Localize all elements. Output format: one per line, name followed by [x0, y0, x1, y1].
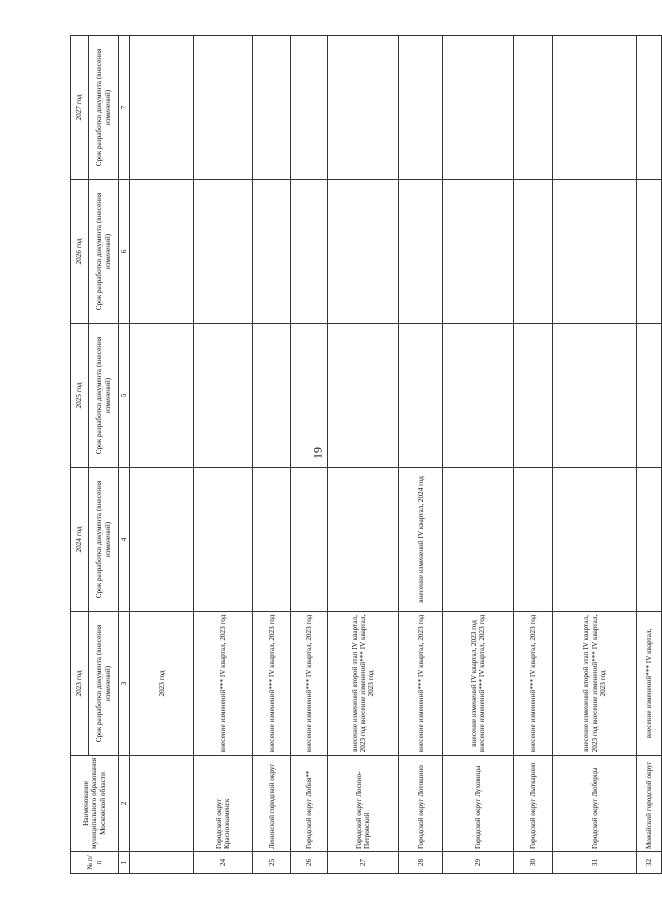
rotated-page: [70, 36, 654, 874]
cell-2023: внесение изменений второй этап IV квартал, 2023 год внесение изменений*** IV квартал, 2023 год: [328, 612, 399, 756]
header-sub-2025: Срок разработки документа (внесения изменений): [89, 324, 119, 468]
cell-2023: внесение изменений*** IV квартал, 2023 год: [291, 612, 328, 756]
header-year-2023: 2023 год: [71, 612, 89, 756]
header-year-2026: 2026 год: [71, 180, 89, 324]
row-number: 31: [553, 852, 637, 874]
row-number: 28: [399, 852, 443, 874]
municipality-name: Городской округ Люберцы: [553, 756, 637, 852]
row-number: 30: [514, 852, 553, 874]
cell-2023: внесение изменений*** IV квартал, 2023 год: [253, 612, 291, 756]
municipality-name: Можайский городской округ: [637, 756, 662, 852]
header-sub-2026: Срок разработки документа (внесения изменений): [89, 180, 119, 324]
row-number: 24: [194, 852, 253, 874]
col-number: 7: [119, 36, 130, 180]
cell-2024: [637, 468, 662, 612]
table-row: [553, 36, 637, 874]
cell-2023: 2023 год: [130, 612, 194, 756]
cell-2023: внесение изменений*** IV квартал, 2023 год: [399, 612, 443, 756]
table-row: [514, 36, 553, 874]
row-number: 27: [328, 852, 399, 874]
row-number: 25: [253, 852, 291, 874]
col-number: 2: [119, 756, 130, 852]
col-number: 6: [119, 180, 130, 324]
table-row: [399, 36, 443, 874]
cell-2024: [514, 468, 553, 612]
table-row-continuation: [130, 36, 194, 874]
table-row: [291, 36, 328, 874]
municipality-name: Городской округ Лосино-Петровский: [328, 756, 399, 852]
table-wrapper: [70, 36, 654, 874]
row-number: 26: [291, 852, 328, 874]
header-sub-2024: Срок разработки документа (внесения изменений): [89, 468, 119, 612]
cell-2023: внесение изменений*** IV квартал, 2023 год: [194, 612, 253, 756]
table-row: [194, 36, 253, 874]
cell-2024: [553, 468, 637, 612]
col-number: 1: [119, 852, 130, 874]
municipality-name: Городской округ Краснознаменск: [194, 756, 253, 852]
header-sub-2023: Срок разработки документа (внесения изменений): [89, 612, 119, 756]
col-number: 4: [119, 468, 130, 612]
cell-2024: [253, 468, 291, 612]
cell-2023: внесение изменений второй этап IV квартал, 2023 год внесение изменений*** IV квартал, 2023 год: [553, 612, 637, 756]
municipality-name: Ленинский городской округ: [253, 756, 291, 852]
cell-2024: [291, 468, 328, 612]
municipality-name: Городской округ Лотошино: [399, 756, 443, 852]
cell-2024: [328, 468, 399, 612]
header-name: Наименование муниципального образования Московской области: [71, 756, 119, 852]
cell-2023: внесение изменений*** IV квартал,: [637, 612, 662, 756]
municipality-name: Городской округ Луховицы: [443, 756, 514, 852]
header-year-2027: 2027 год: [71, 36, 89, 180]
col-number: 3: [119, 612, 130, 756]
header-sub-2027: Срок разработки документа (внесения изменений): [89, 36, 119, 180]
page-number: 19: [310, 447, 325, 459]
table-row: [637, 36, 662, 874]
table-row: [253, 36, 291, 874]
table-row: [443, 36, 514, 874]
header-year-2024: 2024 год: [71, 468, 89, 612]
cell-2024: внесение изменений IV квартал, 2024 год: [399, 468, 443, 612]
header-year-2025: 2025 год: [71, 324, 89, 468]
header-no: № п/п: [71, 852, 119, 874]
municipality-name: Городской округ Лобня**: [291, 756, 328, 852]
cell-2023: внесение изменений*** IV квартал, 2023 год: [514, 612, 553, 756]
row-number: 29: [443, 852, 514, 874]
schedule-table: [70, 35, 662, 874]
municipality-name: Городской округ Лыткарино: [514, 756, 553, 852]
row-number: 32: [637, 852, 662, 874]
cell-2024: [194, 468, 253, 612]
table-row: [328, 36, 399, 874]
col-number: 5: [119, 324, 130, 468]
cell-2023: внесение изменений IV квартал, 2023 год внесение изменений*** IV квартал, 2023 год: [443, 612, 514, 756]
cell-2024: [443, 468, 514, 612]
